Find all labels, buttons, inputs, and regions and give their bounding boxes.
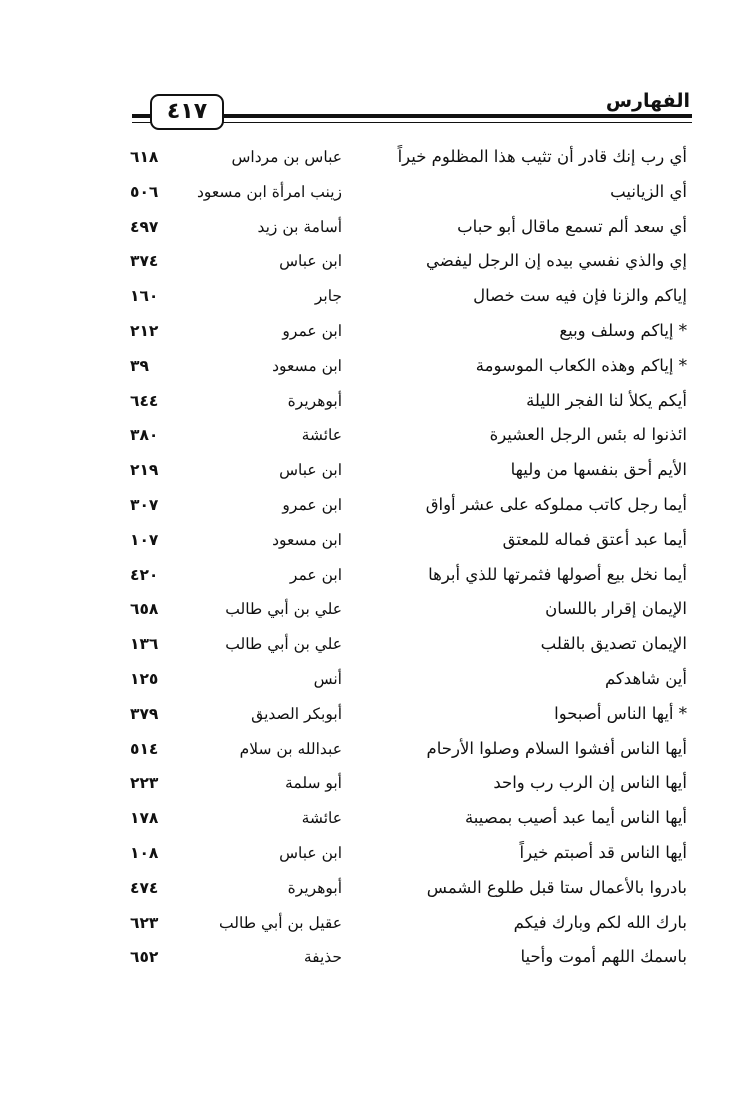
narrator-name: عبدالله بن سلام xyxy=(239,739,342,758)
list-item xyxy=(0,453,756,488)
list-item xyxy=(0,836,756,871)
list-item xyxy=(0,801,756,836)
hadith-text: أي رب إنك قادر أن تثيب هذا المظلوم خيراً xyxy=(397,147,687,166)
page-reference: ١٠٧ xyxy=(130,530,159,549)
page-reference: ٦١٨ xyxy=(130,148,159,166)
page-reference: ٤٩٧ xyxy=(130,217,159,236)
hadith-text: أيها الناس أفشوا السلام وصلوا الأرحام xyxy=(426,738,687,758)
hadith-text: إياكم والزنا فإن فيه ست خصال xyxy=(473,286,687,306)
page-reference: ١٧٨ xyxy=(130,809,159,828)
list-item xyxy=(0,314,756,349)
narrator-name: ابن مسعود xyxy=(272,530,342,549)
narrator-name: عائشة xyxy=(301,426,342,445)
hadith-text: باسمك اللهم أموت وأحيا xyxy=(520,947,687,967)
list-item xyxy=(0,384,756,419)
page-reference: ١٣٦ xyxy=(130,635,159,654)
hadith-text: أي الزيانيب xyxy=(610,181,687,201)
narrator-name: أبوبكر الصديق xyxy=(251,704,342,723)
narrator-name: ابن عمر xyxy=(289,565,342,584)
hadith-text: الإيمان تصديق بالقلب xyxy=(540,634,687,654)
page-reference: ٦٤٤ xyxy=(130,391,159,410)
list-item xyxy=(0,732,756,767)
list-item xyxy=(0,558,756,593)
hadith-text: * إياكم وهذه الكعاب الموسومة xyxy=(475,355,687,375)
narrator-name: زينب امرأة ابن مسعود xyxy=(196,182,342,201)
list-item xyxy=(0,349,756,384)
page-reference: ١٢٥ xyxy=(130,669,159,688)
hadith-text: أيكم يكلأ لنا الفجر الليلة xyxy=(526,390,687,410)
page-header xyxy=(126,88,692,132)
narrator-name: أنس xyxy=(313,669,342,688)
narrator-name: ابن عباس xyxy=(279,843,342,862)
page-reference: ٤٢٠ xyxy=(130,565,159,584)
list-item xyxy=(0,662,756,697)
list-item xyxy=(0,906,756,941)
hadith-text: أيها الناس إن الرب رب واحد xyxy=(493,773,687,793)
page-reference: ١٠٨ xyxy=(130,843,159,862)
list-item xyxy=(0,592,756,627)
list-item xyxy=(0,488,756,523)
page-reference: ٣٠٧ xyxy=(130,495,159,514)
page-reference: ٦٥٢ xyxy=(130,948,159,967)
list-item xyxy=(0,523,756,558)
hadith-text: أين شاهدكم xyxy=(604,668,687,688)
hadith-text: الإيمان إقرار باللسان xyxy=(545,599,687,619)
list-item xyxy=(0,418,756,453)
page-reference: ٢١٩ xyxy=(130,461,159,480)
narrator-name: جابر xyxy=(314,287,342,306)
hadith-text: أيها الناس قد أصبتم خيراً xyxy=(519,842,687,862)
narrator-name: أبوهريرة xyxy=(287,391,342,410)
page-reference: ٦٢٣ xyxy=(130,913,159,932)
hadith-text: أيما عبد أعتق فماله للمعتق xyxy=(502,529,687,549)
hadith-text: إي والذي نفسي بيده إن الرجل ليفضي xyxy=(426,251,687,271)
list-item xyxy=(0,210,756,245)
narrator-name: حذيفة xyxy=(303,948,342,967)
hadith-text: بادروا بالأعمال ستا قبل طلوع الشمس xyxy=(426,877,687,897)
narrator-name: أسامة بن زيد xyxy=(257,217,342,236)
hadith-text: ائذنوا له بئس الرجل العشيرة xyxy=(489,425,687,445)
page-reference: ٣٩ xyxy=(130,356,149,375)
page-reference: ٢٢٣ xyxy=(130,774,159,793)
narrator-name: ابن مسعود xyxy=(272,356,342,375)
page-reference: ١٦٠ xyxy=(130,287,159,306)
hadith-text: أي سعد ألم تسمع ماقال أبو حباب xyxy=(457,216,687,236)
page-number: ٤١٧ xyxy=(150,94,224,130)
narrator-name: علي بن أبي طالب xyxy=(225,635,342,654)
hadith-text: أيما رجل كاتب مملوكه على عشر أواق xyxy=(425,494,687,514)
page-reference: ٣٨٠ xyxy=(130,426,159,445)
narrator-name: ابن عباس xyxy=(279,461,342,480)
list-item xyxy=(0,140,756,175)
list-item xyxy=(0,940,756,975)
narrator-name: ابن عمرو xyxy=(282,495,342,514)
narrator-name: أبو سلمة xyxy=(285,774,342,793)
page-reference: ٣٧٤ xyxy=(130,252,159,271)
hadith-index-list xyxy=(0,140,756,975)
narrator-name: ابن عباس xyxy=(279,252,342,271)
hadith-text: أيما نخل بيع أصولها فثمرتها للذي أبرها xyxy=(428,564,687,584)
narrator-name: عائشة xyxy=(301,809,342,828)
list-item xyxy=(0,871,756,906)
list-item xyxy=(0,627,756,662)
page-reference: ٤٧٤ xyxy=(130,878,159,897)
narrator-name: ابن عمرو xyxy=(282,321,342,340)
hadith-text: الأيم أحق بنفسها من وليها xyxy=(510,460,687,480)
list-item xyxy=(0,279,756,314)
hadith-text: * إياكم وسلف وبيع xyxy=(559,320,687,340)
hadith-text: بارك الله لكم وبارك فيكم xyxy=(513,912,687,932)
page-reference: ٦٥٨ xyxy=(130,600,159,619)
narrator-name: عباس بن مرداس xyxy=(231,148,342,166)
hadith-text: أيها الناس أيما عبد أصيب بمصيبة xyxy=(464,808,687,828)
narrator-name: أبوهريرة xyxy=(287,878,342,897)
page-reference: ٢١٢ xyxy=(130,321,159,340)
list-item xyxy=(0,175,756,210)
page-reference: ٣٧٩ xyxy=(130,704,159,723)
narrator-name: علي بن أبي طالب xyxy=(225,600,342,619)
page-reference: ٥١٤ xyxy=(130,739,159,758)
list-item xyxy=(0,766,756,801)
narrator-name: عقيل بن أبي طالب xyxy=(219,913,342,932)
page-title: الفهارس xyxy=(600,88,690,114)
list-item xyxy=(0,697,756,732)
hadith-text: * أيها الناس أصبحوا xyxy=(554,703,687,723)
page-reference: ٥٠٦ xyxy=(130,182,159,201)
list-item xyxy=(0,244,756,279)
